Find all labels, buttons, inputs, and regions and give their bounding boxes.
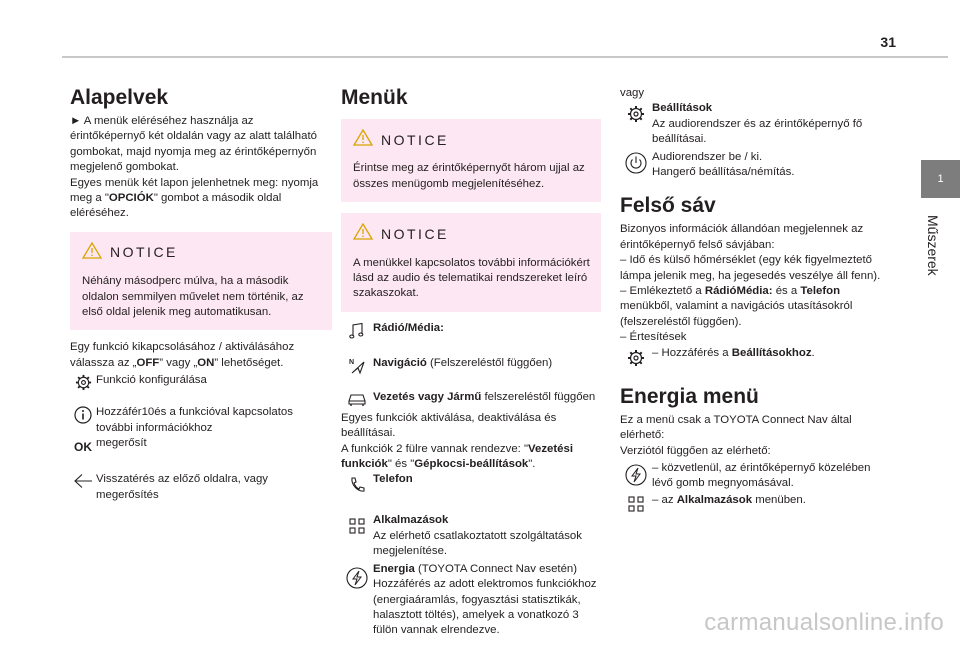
warning-triangle-icon <box>353 129 373 151</box>
navigation-label: Navigáció <box>373 356 427 369</box>
section-title-principles: Alapelvek <box>70 86 169 109</box>
ok-label: OK <box>74 440 92 455</box>
config-text: Funkció konfigurálása <box>96 374 207 387</box>
back-text: Visszatérés az előző oldalra, vagy megerősítés <box>96 473 269 501</box>
notice-box <box>341 213 601 312</box>
notice-title: NOTICE <box>381 131 449 148</box>
chapter-tab[interactable]: 1 <box>921 160 960 198</box>
tabs-desc: A funkciók 2 fülre vannak rendezve: "Vezetési funkciók" és "Gépkocsi-beállítások". <box>341 442 574 471</box>
notice-title: NOTICE <box>381 225 449 242</box>
gear-icon <box>620 101 652 125</box>
navigation-icon <box>341 356 373 377</box>
gear-icon <box>70 373 96 394</box>
pages-paragraph: Egyes menük két lapon jelenhetnek meg: nyomja meg a "OPCIÓK" gombot a második oldal eléréséhez. <box>70 176 319 220</box>
notice-box <box>70 232 332 331</box>
car-icon <box>341 390 373 411</box>
notice-text: Érintse meg az érintőképernyőt három ujjal az összes menügomb megjelenítéséhez. <box>353 162 585 190</box>
menu-energy: Energia (TOYOTA Connect Nav esetén) Hozzáférés az adott elektromos funkciókhoz (energiaáramlás, fogyasztási statisztikák, halasztott töltés), amelyek a vonatkozó 3 fülön vannak elrendezve. <box>341 562 601 639</box>
apps-link: Alkalmazások <box>676 493 753 506</box>
column-settings <box>620 86 882 516</box>
settings-item: Beállítások Az audiorendszer és az érintőképernyő fő beállításai. <box>620 101 882 147</box>
topbar-item-notifications: – Értesítések <box>620 331 687 344</box>
menu-phone <box>341 472 601 496</box>
vehicle-desc: Egyes funkciók aktiválása, deaktiválása és beállításai. <box>341 411 557 440</box>
energy-direct-item <box>620 461 882 492</box>
settings-link: Beállításokhoz <box>731 346 812 359</box>
notice-box <box>341 119 601 202</box>
section-title-energy: Energia menü <box>620 384 759 408</box>
watermark: carmanualsonline.info <box>704 609 944 636</box>
radio-label: Rádió/Média: <box>373 321 444 334</box>
intro-paragraph: ► A menük eléréséhez használja az érintőképernyő két oldalán vagy az alatt található gombokat, majd nyomja meg az érintőképernyőn megjelenő gombokat. <box>70 115 317 174</box>
config-item <box>70 373 332 394</box>
gear-icon <box>620 346 652 369</box>
chapter-label: Műszerek <box>925 215 941 276</box>
info-text: Hozzáfér10és a funkcióval kapcsolatos további információkhoz <box>96 406 293 434</box>
energy-apps-item: – az Alkalmazások menüben. <box>620 493 882 516</box>
options-button-ref: OPCIÓK <box>108 192 154 205</box>
notifications-settings-item: – Hozzáférés a Beállításokhoz. <box>620 346 882 369</box>
ok-item <box>70 436 332 460</box>
vehicle-label: Vezetés vagy Jármű <box>373 390 482 403</box>
power-icon <box>620 150 652 172</box>
warning-triangle-icon <box>353 223 373 245</box>
notice-text: Néhány másodperc múlva, ha a második oldalon semmilyen művelet nem történik, az első oldal jelenik meg automatikusan. <box>82 275 304 319</box>
menu-radio <box>341 321 601 342</box>
section-sidebar <box>895 160 960 450</box>
energy-intro: Ez a menü csak a TOYOTA Connect Nav által elérhető: <box>620 413 852 442</box>
phone-label: Telefon <box>373 473 413 486</box>
info-icon <box>70 405 96 426</box>
energy-bolt-icon <box>341 562 373 587</box>
notice-text: A menükkel kapcsolatos további információkért lásd az audio és telematikai rendszereket leíró szakaszokat. <box>353 256 590 300</box>
back-item <box>70 472 332 503</box>
energy-intro-version: Verziótól függően az elérhető: <box>620 444 771 457</box>
settings-label: Beállítások <box>652 102 713 115</box>
energy-direct-text: – közvetlenül, az érintőképernyő közelében lévő gomb megnyomásával. <box>652 461 871 490</box>
notice-title: NOTICE <box>110 244 178 261</box>
phone-icon <box>341 472 373 496</box>
back-arrow-icon <box>70 472 96 493</box>
topbar-item-time: – Idő és külső hőmérséklet (egy kék figyelmeztető lámpa jelenik meg, ha jegesedés veszélye áll fenn). <box>620 254 881 282</box>
topbar-intro: Bizonyos információk állandóan megjelennek az érintőképernyő felső sávjában: <box>620 223 864 251</box>
section-title-menus: Menük <box>341 86 408 109</box>
header-rule <box>62 56 948 58</box>
menu-apps: Alkalmazások Az elérhető csatlakoztatott szolgáltatások megjelenítése. <box>341 513 601 559</box>
column-principles <box>70 86 332 503</box>
apps-grid-icon <box>341 513 373 538</box>
energy-bolt-icon <box>620 461 652 484</box>
svg-text:N: N <box>349 358 355 366</box>
info-item <box>70 405 332 436</box>
power-item: Audiorendszer be / ki. Hangerő beállítása/némítás. <box>620 150 882 181</box>
toggle-paragraph: Egy funkció kikapcsolásához / aktiválásához válassza az „OFF” vagy „ON” lehetőséget. <box>70 341 295 369</box>
power-text: Audiorendszer be / ki. <box>652 150 763 163</box>
energy-label: Energia <box>373 562 415 575</box>
ok-text: megerősít <box>96 437 147 450</box>
topbar-item-reminder: – Emlékeztető a RádióMédia: és a Telefon menükből, valamint a navigációs utasításokról (felszereléstől függően). <box>620 285 853 328</box>
page-number: 31 <box>880 34 896 50</box>
warning-triangle-icon <box>82 242 102 264</box>
column-menus <box>341 86 601 639</box>
or-text: vagy <box>620 87 645 99</box>
apps-grid-icon <box>620 493 652 516</box>
music-note-icon <box>341 321 373 342</box>
section-title-topbar: Felső sáv <box>620 194 716 218</box>
menu-vehicle: Vezetés vagy Jármű felszereléstől függően <box>341 390 601 411</box>
menu-navigation: N Navigáció (Felszereléstől függően) <box>341 356 601 377</box>
apps-label: Alkalmazások <box>373 514 449 527</box>
